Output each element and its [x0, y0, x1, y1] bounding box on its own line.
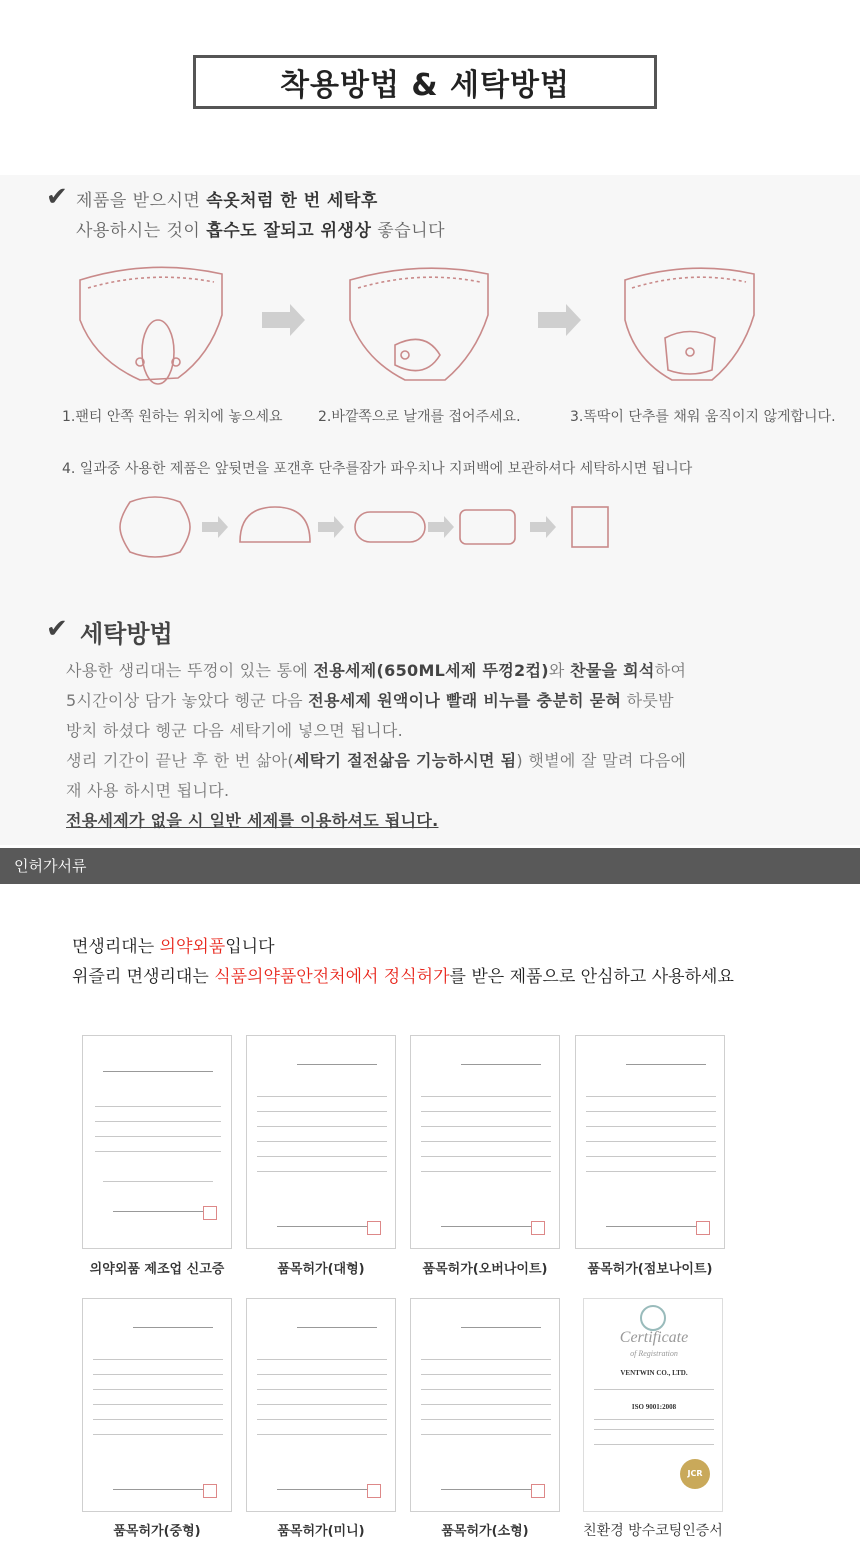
wash-line-5: 재 사용 하시면 됩니다. — [66, 781, 230, 800]
permits-section-bar: 인허가서류 — [0, 848, 860, 884]
document-image — [246, 1035, 396, 1249]
wash-line-2: 5시간이상 담가 놓았다 헹군 다음 전용세제 원액이나 빨래 비누를 충분히 묻혀 하룻밤 — [66, 691, 674, 710]
document-image — [82, 1035, 232, 1249]
step-2-label: 2.바깥쪽으로 날개를 접어주세요. — [318, 409, 521, 425]
pad-fold-1-shape — [240, 507, 310, 542]
step-1-label: 1.팬티 안쪽 원하는 위치에 놓으세요 — [62, 409, 283, 425]
wash-line-1: 사용한 생리대는 뚜껑이 있는 통에 전용세제(650ML세제 뚜껑2컵)와 찬물을 희석하여 — [66, 661, 687, 680]
notice-line-2: 위즐리 면생리대는 식품의약품안전처에서 정식허가를 받은 제품으로 안심하고 사용하세요 — [72, 967, 734, 987]
arrow-icon-5 — [428, 516, 454, 538]
panty-2-illustration — [350, 268, 488, 380]
document-caption: 품목허가(대형) — [277, 1262, 365, 1277]
check-icon: ✔ — [46, 182, 68, 212]
document-image — [82, 1298, 232, 1512]
notice-line-1: 면생리대는 의약외품입니다 — [72, 937, 275, 957]
page-title: 착용방법 & 세탁방법 — [193, 55, 657, 109]
step-3-label: 3.똑딱이 단추를 채워 움직이지 않게합니다. — [570, 409, 836, 425]
intro-line-2: 사용하시는 것이 흡수도 잘되고 위생상 좋습니다 — [76, 221, 445, 241]
arrow-icon-6 — [530, 516, 556, 538]
certificate-company: VENTWIN CO., LTD. — [620, 1369, 688, 1377]
certificate-seal-icon — [640, 1305, 666, 1331]
panty-steps-illustration — [0, 260, 860, 400]
arrow-icon-4 — [318, 516, 344, 538]
wash-line-3: 방치 하셨다 헹군 다음 세탁기에 넣으면 됩니다. — [66, 721, 404, 740]
certificate-subtitle: of Registration — [630, 1349, 678, 1358]
document-image — [410, 1035, 560, 1249]
certificate-standard: ISO 9001:2008 — [631, 1403, 677, 1411]
wash-title: 세탁방법 — [80, 620, 173, 648]
panty-1-illustration — [80, 267, 222, 384]
document-image — [246, 1298, 396, 1512]
certificate-image — [583, 1298, 723, 1512]
check-icon: ✔ — [46, 614, 68, 644]
document-caption: 품목허가(소형) — [441, 1524, 529, 1539]
pad-flat-shape — [120, 497, 190, 557]
document-caption: 품목허가(오버나이트) — [422, 1262, 548, 1277]
intro-line-1: 제품을 받으시면 속옷처럼 한 번 세탁후 — [76, 191, 378, 211]
document-caption: 친환경 방수코팅인증서 — [583, 1523, 723, 1539]
certificate-title: Certificate — [619, 1329, 689, 1346]
arrow-icon-2 — [538, 304, 581, 336]
arrow-icon-1 — [262, 304, 305, 336]
document-caption: 품목허가(점보나이트) — [587, 1262, 713, 1277]
arrow-icon-3 — [202, 516, 228, 538]
wash-line-4: 생리 기간이 끝난 후 한 번 삶아(세탁기 절전삶음 기능하시면 됨) 햇볕에 잘 말려 다음에 — [66, 751, 687, 770]
pad-fold-3-shape — [460, 510, 515, 544]
panty-3-illustration — [625, 268, 754, 380]
document-caption: 품목허가(미니) — [277, 1524, 365, 1539]
pad-fold-4-shape — [572, 507, 608, 547]
jcr-badge: JCR — [680, 1459, 710, 1489]
document-image — [575, 1035, 725, 1249]
wash-line-last: 전용세제가 없을 시 일반 세제를 이용하셔도 됩니다. — [66, 811, 439, 830]
pad-fold-2-shape — [355, 512, 425, 542]
document-image — [410, 1298, 560, 1512]
step-4-label: 4. 일과중 사용한 제품은 앞뒷면을 포갠후 단추를잠가 파우치나 지퍼백에 보관하셔다 세탁하시면 됩니다 — [62, 461, 693, 477]
document-caption: 품목허가(중형) — [113, 1524, 201, 1539]
document-caption: 의약외품 제조업 신고증 — [89, 1262, 225, 1277]
folding-steps-illustration — [110, 492, 630, 562]
